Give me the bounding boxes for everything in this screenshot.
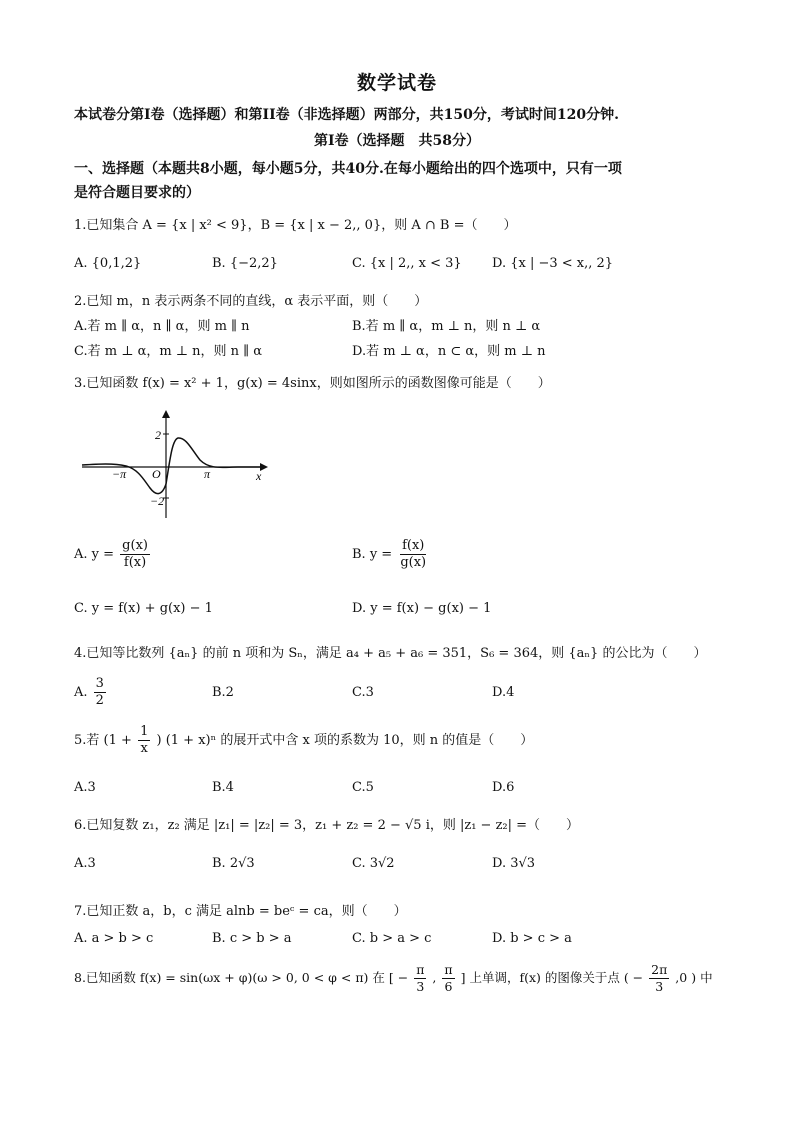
- q5-numerator: 1: [140, 724, 149, 739]
- question-2-option-d: D.若 m ⊥ α，n ⊂ α，则 m ⊥ n: [352, 344, 546, 359]
- page-title: 数学试卷: [356, 72, 437, 94]
- question-5-option-b: B.4: [212, 780, 234, 795]
- question-4-option-d: D.4: [492, 685, 515, 700]
- q8-part-a: 8.已知函数 f(x) = sin(ωx + φ)(ω > 0, 0 < φ < π) 在: [74, 970, 385, 985]
- question-2-option-c: C.若 m ⊥ α，m ⊥ n，则 n ∥ α: [74, 344, 263, 359]
- question-6-stem: 6.已知复数 z₁，z₂ 满足 |z₁| = |z₂| = 3，z₁ + z₂ = 2 − √5 i，则 |z₁ − z₂| =（ ）: [74, 818, 580, 833]
- question-6-option-d: D. 3√3: [492, 856, 536, 871]
- question-7-stem: 7.已知正数 a，b，c 满足 alnb = beᶜ = ca，则（ ）: [74, 904, 407, 919]
- question-7-option-a: A. a > b > c: [74, 931, 154, 946]
- question-1-option-a: A. {0,1,2}: [74, 256, 142, 271]
- question-4-option-a: [74, 676, 108, 709]
- y-tick-label-top: 2: [155, 428, 161, 442]
- question-3-option-a: [74, 538, 152, 571]
- q5-prefix: 5.若: [74, 733, 100, 748]
- q8-part-c: 中: [700, 970, 713, 985]
- q8-point-open: ( −: [623, 970, 644, 985]
- q5-close: ): [156, 733, 162, 748]
- x-axis-label: x: [256, 469, 262, 483]
- option-a-numerator: g(x): [122, 538, 148, 553]
- q5-denominator: x: [140, 741, 148, 756]
- question-1-stem: 1.已知集合 A = {x | x² < 9}，B = {x | x − 2,, 0}，则 A ∩ B =（ ）: [74, 218, 517, 233]
- q8-interval-comma: ,: [432, 970, 437, 985]
- option-a-prefix: A.: [74, 685, 88, 700]
- option-a-numerator: 3: [95, 676, 104, 691]
- question-7-option-d: D. b > c > a: [492, 931, 572, 946]
- option-b-fraction: [398, 538, 428, 571]
- q8-interval-close: ]: [460, 970, 466, 985]
- q8-interval-fraction-2: [442, 962, 454, 995]
- y-axis-arrow: [162, 410, 170, 418]
- question-1-option-b: B. {−2,2}: [212, 256, 278, 271]
- exam-intro: 本试卷分第I卷（选择题）和第II卷（非选择题）两部分，共150分，考试时间120分钟.: [74, 107, 619, 123]
- q8-interval-fraction-1: [414, 962, 426, 995]
- q8-point-num: 2π: [651, 962, 668, 977]
- question-7-option-c: C. b > a > c: [352, 931, 432, 946]
- q8-interval-open: [ −: [388, 970, 409, 985]
- function-curve: [82, 438, 260, 494]
- y-tick-label-bottom: −2: [150, 494, 165, 508]
- question-1-option-c: C. {x | 2,, x < 3}: [352, 256, 462, 271]
- origin-label: O: [152, 467, 161, 481]
- question-6-option-c: C. 3√2: [352, 856, 395, 871]
- q8-int-den-2: 6: [444, 979, 453, 994]
- x-tick-label-pos: π: [204, 467, 211, 481]
- q5-suffix: (1 + x)ⁿ 的展开式中含 x 项的系数为 10，则 n 的值是（ ）: [165, 733, 534, 748]
- x-tick-label-neg: −π: [112, 467, 127, 481]
- option-a-denominator: f(x): [123, 555, 147, 570]
- question-7-option-b: B. c > b > a: [212, 931, 292, 946]
- question-6-option-b: B. 2√3: [212, 856, 255, 871]
- q8-int-den-1: 3: [416, 979, 425, 994]
- q8-part-b: 上单调，f(x) 的图像关于点: [469, 970, 620, 985]
- q5-fraction: [138, 724, 150, 757]
- option-b-numerator: f(x): [402, 538, 425, 553]
- q5-open: (1 +: [103, 733, 132, 748]
- question-3-option-c: C. y = f(x) + g(x) − 1: [74, 601, 213, 616]
- option-a-prefix: A. y =: [74, 547, 115, 562]
- question-3-graph: [78, 410, 278, 520]
- question-3-option-b: [352, 538, 430, 571]
- option-a-fraction: [94, 676, 106, 709]
- question-2-stem: 2.已知 m，n 表示两条不同的直线，α 表示平面，则（ ）: [74, 294, 428, 309]
- question-2-option-a: A.若 m ∥ α，n ∥ α，则 m ∥ n: [74, 319, 250, 334]
- question-5-stem: [74, 724, 533, 757]
- question-8-stem: [74, 962, 713, 995]
- question-2-option-b: B.若 m ∥ α，m ⊥ n，则 n ⊥ α: [352, 319, 541, 334]
- question-3-option-d: D. y = f(x) − g(x) − 1: [352, 601, 492, 616]
- q8-point-den: 3: [655, 979, 664, 994]
- section-heading-line1: 一、选择题（本题共8小题，每小题5分，共40分.在每小题给出的四个选项中，只有一项: [74, 161, 622, 177]
- option-b-prefix: B. y =: [352, 547, 393, 562]
- question-1-option-d: D. {x | −3 < x,, 2}: [492, 256, 614, 271]
- question-6-option-a: A.3: [74, 856, 96, 871]
- question-5-option-c: C.5: [352, 780, 374, 795]
- question-4-option-c: C.3: [352, 685, 374, 700]
- question-5-option-a: A.3: [74, 780, 96, 795]
- question-4-stem: 4.已知等比数列 {aₙ} 的前 n 项和为 Sₙ，满足 a₄ + a₅ + a₆ = 351，S₆ = 364，则 {aₙ} 的公比为（ ）: [74, 646, 707, 661]
- option-a-fraction: [120, 538, 150, 571]
- question-5-option-d: D.6: [492, 780, 515, 795]
- q8-point-fraction: [649, 962, 669, 995]
- option-a-denominator: 2: [95, 693, 104, 708]
- q8-int-num-1: π: [416, 962, 425, 977]
- question-3-stem: 3.已知函数 f(x) = x² + 1，g(x) = 4sinx，则如图所示的函数图像可能是（ ）: [74, 376, 551, 391]
- q8-int-num-2: π: [444, 962, 453, 977]
- option-b-denominator: g(x): [400, 555, 427, 570]
- section-heading-line2: 是符合题目要求的）: [74, 185, 200, 201]
- part-title: 第I卷（选择题 共58分）: [313, 133, 481, 149]
- q8-point-tail: ,0 ): [675, 970, 697, 985]
- question-4-option-b: B.2: [212, 685, 234, 700]
